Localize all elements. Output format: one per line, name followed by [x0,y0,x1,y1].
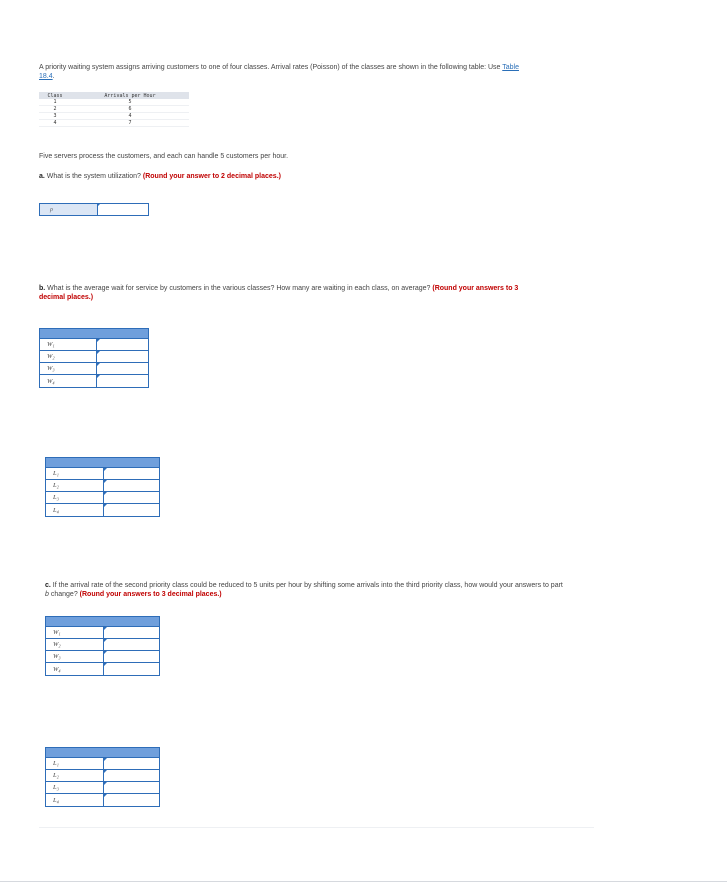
rho-label: ρ [40,204,97,215]
table-row [46,504,159,516]
part-b-text: What is the average wait for service by customers in the various classes? How many are waiting in each class, on average? [45,285,433,292]
problem-intro [39,63,529,81]
part-b-instruction: (Round your answers to 3 decimal places.) [39,285,519,301]
class-cell: 1 [39,99,71,106]
b-w1-input[interactable] [97,339,148,350]
utilization-input[interactable] [97,204,148,215]
table-row [39,106,189,113]
arrivals-cell: 7 [71,120,189,127]
part-b-question [39,284,539,302]
table-header [46,458,159,468]
b-w2-input[interactable] [97,351,148,362]
servers-text: Five servers process the customers, and each can handle 5 customers per hour. [39,153,289,160]
table-row [46,663,159,675]
class-cell: 3 [39,113,71,120]
part-c-question [45,581,565,599]
arrivals-cell: 6 [71,106,189,113]
table-row [46,468,159,480]
l3-label: L₃ [46,492,104,503]
c-l2-input[interactable] [104,770,159,781]
l2-label: L₂ [46,480,104,491]
w2-label: W₂ [40,351,97,362]
c-w3-input[interactable] [104,651,159,662]
table-row [46,758,159,770]
table-link[interactable]: Table 18.4 [39,64,519,80]
w1-label: W₁ [40,339,97,350]
header-arrivals: Arrivals per Hour [71,92,189,99]
content-divider [39,827,594,828]
intro-text: A priority waiting system assigns arriving customers to one of four classes. Arrival rates (Poisson) of the classes are shown in the following table: Use [39,64,503,71]
arrivals-cell: 5 [71,99,189,106]
table-header [46,748,159,758]
utilization-answer-row [39,203,149,216]
b-w3-input[interactable] [97,363,148,374]
table-row [40,339,148,351]
w4-label: W₄ [40,375,97,387]
table-header [46,617,159,627]
c-l4-input[interactable] [104,794,159,806]
intro-end: . [52,73,55,80]
c-l1-input[interactable] [104,758,159,769]
table-row [40,375,148,387]
part-c-wait-table [45,616,160,676]
w1-label: W₁ [46,627,104,638]
w3-label: W₃ [46,651,104,662]
part-c-length-table [45,747,160,807]
c-w4-input[interactable] [104,663,159,675]
part-a-instruction: (Round your answer to 2 decimal places.) [142,173,281,180]
part-c-ref: b [45,591,49,598]
c-w2-input[interactable] [104,639,159,650]
c-w1-input[interactable] [104,627,159,638]
arrival-rate-table [39,92,189,127]
table-row [46,639,159,651]
l1-label: L₁ [46,468,104,479]
l1-label: L₁ [46,758,104,769]
table-row [46,480,159,492]
b-l4-input[interactable] [104,504,159,516]
table-header [40,329,148,339]
part-b-letter: b. [39,285,46,292]
part-c-text-1: If the arrival rate of the second priority class could be reduced to 5 units per hour by shifting some arrivals into the third priority class, how would your answers to part [50,582,563,589]
table-row [46,782,159,794]
l3-label: L₃ [46,782,104,793]
l4-label: L₄ [46,504,104,516]
part-b-length-table [45,457,160,517]
w3-label: W₃ [40,363,97,374]
table-row [39,120,189,127]
table-row [39,113,189,120]
c-l3-input[interactable] [104,782,159,793]
class-cell: 2 [39,106,71,113]
b-w4-input[interactable] [97,375,148,387]
part-c-text-2: change? [48,591,80,598]
table-row [46,627,159,639]
b-l3-input[interactable] [104,492,159,503]
part-c-instruction: (Round your answers to 3 decimal places.) [79,591,222,598]
page-bottom-border [0,881,727,882]
l2-label: L₂ [46,770,104,781]
table-row [40,351,148,363]
table-row [46,770,159,782]
table-row [40,363,148,375]
class-cell: 4 [39,120,71,127]
part-b-wait-table [39,328,149,388]
part-c-letter: c. [45,582,51,589]
b-l1-input[interactable] [104,468,159,479]
b-l2-input[interactable] [104,480,159,491]
arrivals-cell: 4 [71,113,189,120]
table-row [46,492,159,504]
table-row [46,651,159,663]
w4-label: W₄ [46,663,104,675]
header-class: Class [39,92,71,99]
part-a-question [39,172,539,181]
part-a-letter: a. [39,173,45,180]
w2-label: W₂ [46,639,104,650]
table-row [46,794,159,806]
part-a-text: What is the system utilization? [44,173,143,180]
l4-label: L₄ [46,794,104,806]
